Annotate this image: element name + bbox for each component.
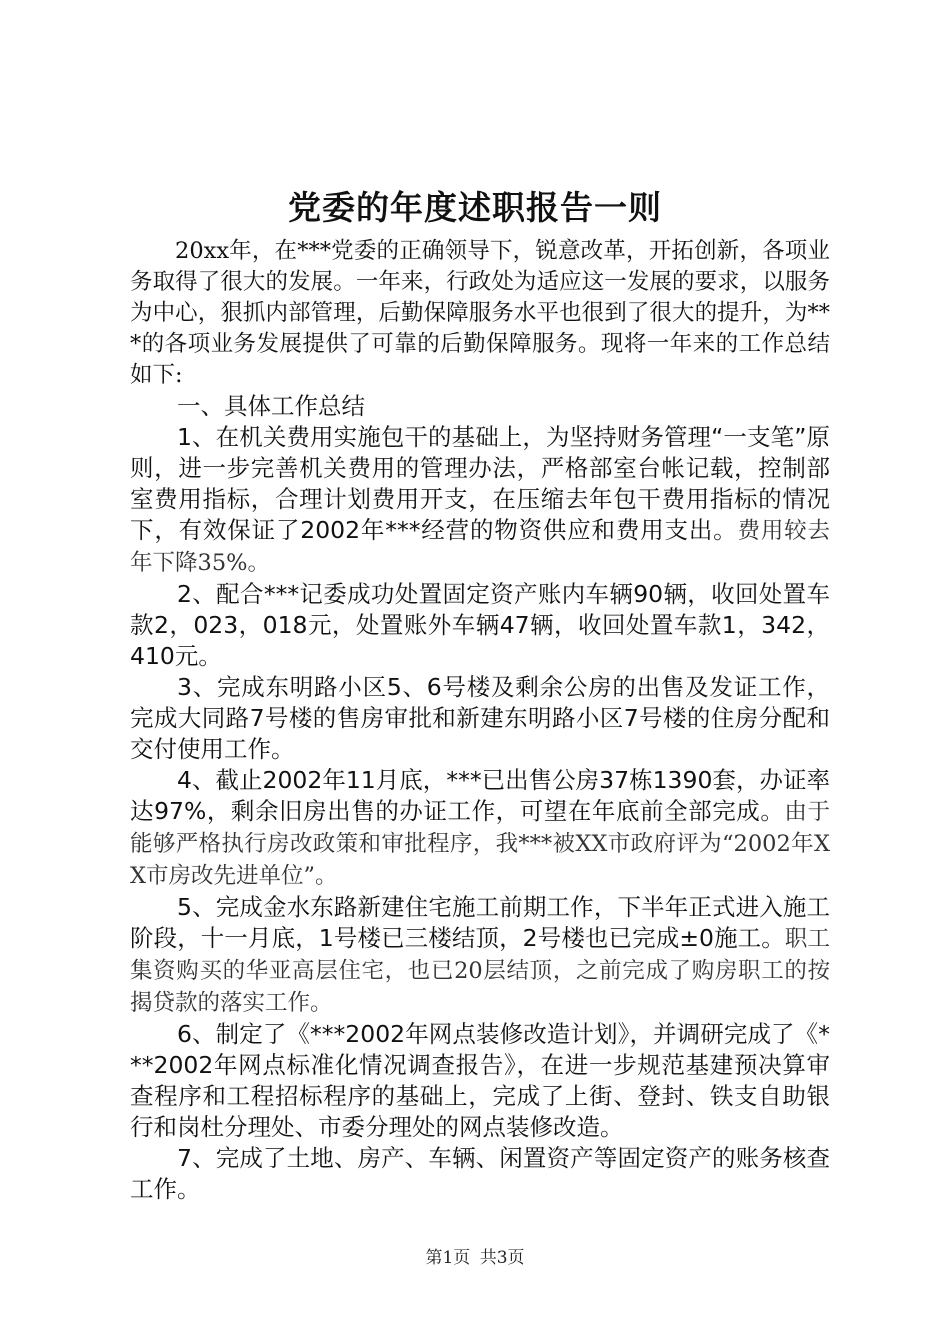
item-paragraph-5 xyxy=(130,892,830,1019)
document-title: 党委的年度述职报告一则 xyxy=(288,188,662,227)
item-paragraph-3 xyxy=(130,672,830,765)
section-heading xyxy=(130,391,830,422)
paragraph-tail: 费用较去年下降35%。 xyxy=(130,518,830,576)
paragraph-text: 1、在机关费用实施包干的基础上，为坚持财务管理“一支笔”原则，进一步完善机关费用的管理办法，严格部室台帐记载，控制部室费用指标，合理计划费用开支，在压缩去年包干费用指标的情况下，有效保证了2002年***经营的物资供应和费用支出。 xyxy=(130,423,830,544)
item-paragraph-6 xyxy=(130,1019,830,1143)
page-total: 共3页 xyxy=(479,1248,525,1268)
paragraph-tail: 由于能够严格执行房改政策和审批程序，我***被XX市政府评为“2002年XX市房改先进单位”。 xyxy=(130,799,830,889)
document-body xyxy=(130,236,830,1205)
item-paragraph-1 xyxy=(130,422,830,579)
item-paragraph-2 xyxy=(130,579,830,672)
paragraph-text: 7、完成了土地、房产、车辆、闲置资产等固定资产的账务核查工作。 xyxy=(130,1144,830,1203)
item-paragraph-4 xyxy=(130,765,830,892)
page-footer xyxy=(0,1243,950,1268)
paragraph-text: 3、完成东明路小区5、6号楼及剩余公房的出售及发证工作，完成大同路7号楼的售房审批和新建东明路小区7号楼的住房分配和交付使用工作。 xyxy=(130,673,830,763)
paragraph-text: 2、配合***记委成功处置固定资产账内车辆90辆，收回处置车款2，023，018元，处置账外车辆47辆，收回处置车款1，342，410元。 xyxy=(130,580,830,670)
paragraph-text: 4、截止2002年11月底，***已出售公房37栋1390套，办证率达97%，剩余旧房出售的办证工作，可望在年底前全部完成。 xyxy=(130,766,830,825)
paragraph-text: 一、具体工作总结 xyxy=(177,392,365,420)
paragraph-text: 20xx年，在***党委的正确领导下，锐意改革，开拓创新，各项业务取得了很大的发展。一年来，行政处为适应这一发展的要求，以服务为中心，狠抓内部管理，后勤保障服务水平也很到了很大的提升，为***的各项业务发展提供了可靠的后勤保障服务。现将一年来的工作总结如下: xyxy=(130,238,830,388)
item-paragraph-7 xyxy=(130,1143,830,1205)
paragraph-text: 6、制定了《***2002年网点装修改造计划》，并调研完成了《***2002年网点标准化情况调查报告》，在进一步规范基建预决算审查程序和工程招标程序的基础上，完成了上街、登封、铁支自助银行和岗杜分理处、市委分理处的网点装修改造。 xyxy=(130,1020,830,1141)
paragraph-tail: 职工集资购买的华亚高层住宅，也已20层结顶，之前完成了购房职工的按揭贷款的落实工作。 xyxy=(130,926,830,1016)
paragraph-text: 5、完成金水东路新建住宅施工前期工作，下半年正式进入施工阶段，十一月底，1号楼已三楼结顶，2号楼也已完成±0施工。 xyxy=(130,893,830,952)
page-number: 第1页 xyxy=(425,1248,471,1268)
intro-paragraph xyxy=(130,236,830,391)
